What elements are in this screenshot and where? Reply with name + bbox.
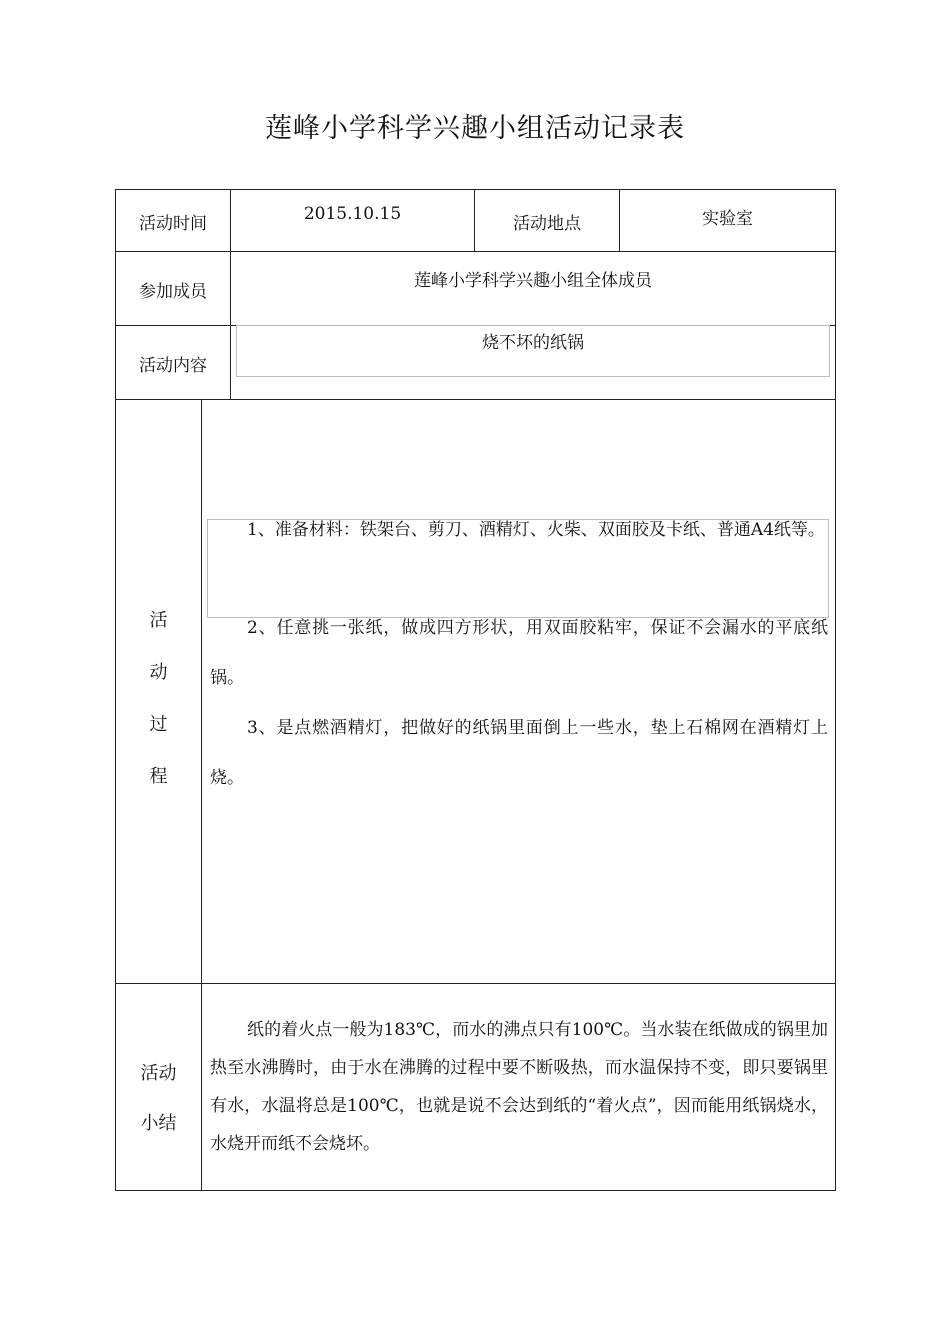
activity-place-value: 实验室 <box>702 209 753 229</box>
process-label-char: 程 <box>149 766 168 787</box>
activity-time-value: 2015.10.15 <box>303 204 402 224</box>
process-label <box>116 606 201 814</box>
members-label: 参加成员 <box>139 282 207 302</box>
table-border-top <box>115 189 836 190</box>
process-step-3: 3、是点燃酒精灯，把做好的纸锅里面倒上一些水，垫上石棉网在酒精灯上烧。 <box>210 718 828 788</box>
row-divider-4 <box>115 983 836 984</box>
process-step-1: 1、准备材料：铁架台、剪刀、酒精灯、火柴、双面胶及卡纸、普通A4纸等。 <box>247 520 825 540</box>
activity-place-label: 活动地点 <box>513 214 581 234</box>
summary-label-line: 小结 <box>140 1113 177 1134</box>
summary-text: 纸的着火点一般为183℃，而水的沸点只有100℃。当水装在纸做成的锅里加热至水沸腾时，由于水在沸腾的过程中要不断吸热，而水温保持不变，即只要锅里有水，水温将总是100℃，也就是说不会达到纸的“着火点”，因而能用纸锅烧水，水烧开而纸不会烧坏。 <box>210 1020 828 1154</box>
document-title: 莲峰小学科学兴趣小组活动记录表 <box>265 113 685 144</box>
table-border-right <box>835 189 836 1191</box>
process-step-2: 2、任意挑一张纸，做成四方形状，用双面胶粘牢，保证不会漏水的平底纸锅。 <box>210 618 828 688</box>
members-value: 莲峰小学科学兴趣小组全体成员 <box>414 271 652 291</box>
process-label-char: 过 <box>149 714 168 735</box>
process-label-char: 动 <box>149 662 168 683</box>
row-divider-3 <box>115 399 836 400</box>
table-border-bottom <box>115 1190 836 1191</box>
label-column-divider-bottom <box>201 399 202 1191</box>
activity-time-label: 活动时间 <box>139 214 207 234</box>
row-divider-1 <box>115 251 836 252</box>
summary-label <box>116 1049 201 1149</box>
content-value: 烧不坏的纸锅 <box>482 333 584 353</box>
summary-label-line: 活动 <box>140 1063 177 1084</box>
process-label-char: 活 <box>149 610 168 631</box>
content-label: 活动内容 <box>139 356 207 376</box>
